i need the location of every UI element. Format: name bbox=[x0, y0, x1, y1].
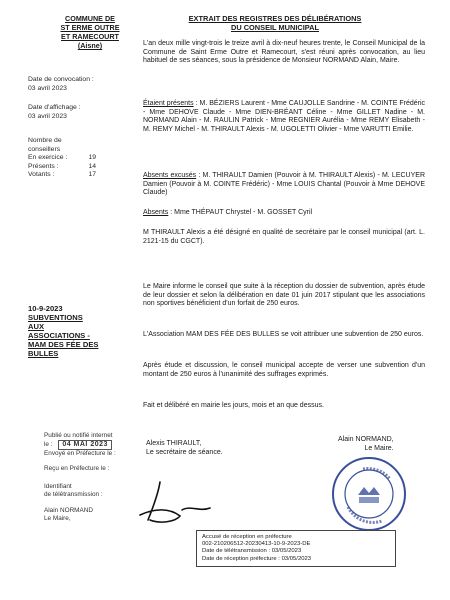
receipt-line-4: Date de réception préfecture : 03/05/2023 bbox=[202, 555, 312, 562]
count-value: 17 bbox=[88, 171, 96, 179]
presents-text: : M. BÉZIERS Laurent - Mme CAUJOLLE Sandrine - M. COINTE Frédéric - Mme DEHOVE Claude - Mme DIEN-BRÉANT Céline - Mme GILLET Nadine - M. NORMAND Alain - M. RAULIN Patrick - Mme REGNIER Aurélia - Mme REMY Elisabeth - M. REMY Michel - M. THIRAULT Alexis - M. UGOLETTI Olivier - Mme VARUTTI Emilie. bbox=[143, 100, 426, 133]
subject-line-1: SUBVENTIONS bbox=[28, 313, 83, 322]
body-paragraph-2: L'Association MAM DES FÉE DES BULLES se voit attribuer une subvention de 250 euros. bbox=[143, 331, 424, 338]
count-value: 14 bbox=[88, 162, 96, 170]
commune-line-3: ET RAMECOURT bbox=[61, 32, 119, 41]
subject-line-5: BULLES bbox=[28, 349, 59, 358]
commune-department: (Aisne) bbox=[77, 41, 103, 50]
deliberation-number: 10-9-2023 bbox=[28, 304, 63, 313]
count-label: Votants : bbox=[28, 171, 55, 179]
receipt-line-3: Date de télétransmission : 03/05/2023 bbox=[202, 548, 302, 555]
affichage-date: 03 avril 2023 bbox=[28, 112, 67, 120]
title-line-1: EXTRAIT DES REGISTRES DES DÉLIBÉRATIONS bbox=[188, 14, 362, 23]
publication-stamp-date: 04 MAI 2023 bbox=[58, 440, 112, 450]
mairie-seal bbox=[330, 455, 408, 533]
publication-line-3: Envoyé en Préfecture le : bbox=[44, 450, 116, 458]
prefecture-receipt-box bbox=[196, 530, 396, 567]
convocation-date: 03 avril 2023 bbox=[28, 84, 67, 92]
count-row-votants bbox=[28, 171, 96, 180]
document-title bbox=[150, 14, 400, 32]
maire-role: Le Maire. bbox=[364, 444, 394, 452]
body-paragraph-1: Le Maire informe le conseil que suite à la réception du dossier de subvention, après étude de leur dossier et selon la délibération en date 01 juin 2017 stipulant que les associations non sportives bénéficient d'un forfait de 250 euros. bbox=[143, 283, 425, 307]
publication-line-2 bbox=[44, 440, 154, 450]
count-label: Présents : bbox=[28, 162, 59, 170]
presents-paragraph bbox=[143, 100, 425, 134]
subject-line-3: ASSOCIATIONS - bbox=[28, 331, 90, 340]
title-line-2: DU CONSEIL MUNICIPAL bbox=[230, 23, 319, 32]
nombre-label: Nombre de bbox=[28, 137, 62, 144]
excuses-text: : M. THIRAULT Damien (Pouvoir à M. THIRAULT Alexis) - M. LECUYER Damien (Pouvoir à M. COINTE Frédéric) - Mme LOUIS Chantal (Pouvoir à Mme DEHOVE Claude) bbox=[143, 172, 425, 196]
commune-header bbox=[35, 14, 145, 50]
maire-footer-role: Le Maire, bbox=[44, 515, 71, 523]
affichage-label: Date d'affichage : bbox=[28, 104, 81, 111]
maire-footer-name: Alain NORMAND bbox=[44, 507, 94, 514]
subject-line-2: AUX bbox=[28, 322, 45, 331]
excuses-label: Absents excusés bbox=[143, 172, 197, 179]
convocation-block bbox=[28, 76, 94, 93]
publication-block bbox=[44, 432, 154, 459]
conseillers-label: conseillers bbox=[28, 145, 61, 153]
excuses-paragraph bbox=[143, 172, 425, 198]
presents-label: Étaient présents bbox=[143, 100, 194, 107]
secretaire-name: Alexis THIRAULT, bbox=[146, 440, 202, 447]
commune-line-2: ST ERME OUTRE bbox=[60, 23, 120, 32]
identifiant-label: Identifiant bbox=[44, 483, 72, 490]
secretaire-role: Le secrétaire de séance. bbox=[146, 448, 223, 456]
convocation-label: Date de convocation : bbox=[28, 76, 94, 83]
publication-le-label: le : bbox=[44, 441, 53, 449]
receipt-line-1: Accusé de réception en préfecture bbox=[202, 534, 292, 540]
intro-paragraph: L'an deux mille vingt-trois le treize avril à dix-neuf heures trente, le Conseil Municipal de la Commune de Saint Erme Outre et Ramecourt, s'est réuni après convocation, au lieu habituel de ses séances, sous la présidence de Monsieur NORMAND Alain, Maire. bbox=[143, 40, 425, 65]
conseillers-block bbox=[28, 137, 96, 180]
receipt-line-2: 002-210206512-20230413-10-9-2023-DE bbox=[202, 541, 311, 548]
absents-paragraph bbox=[143, 209, 425, 218]
absents-text: : Mme THÉPAUT Chrystel - M. GOSSET Cyril bbox=[168, 209, 313, 216]
maire-signature-block bbox=[338, 436, 394, 453]
secretaire-paragraph: M THIRAULT Alexis a été désigné en qualité de secrétaire par le conseil municipal (art. L. 2121-15 du CGCT). bbox=[143, 229, 425, 245]
subject-line-4: MAM DES FÉE DES bbox=[28, 340, 99, 349]
teletransmission-label: de télétransmission : bbox=[44, 491, 103, 499]
commune-line-1: COMMUNE DE bbox=[65, 14, 115, 23]
prefecture-received: Reçu en Préfecture le : bbox=[44, 465, 110, 472]
maire-name: Alain NORMAND, bbox=[338, 436, 394, 443]
body-paragraph-4: Fait et délibéré en mairie les jours, mois et an que dessus. bbox=[143, 402, 324, 409]
deliberation-reference bbox=[28, 304, 128, 358]
count-row-presents bbox=[28, 163, 96, 172]
affichage-block bbox=[28, 104, 81, 121]
publication-line-1: Publié ou notifié internet bbox=[44, 432, 113, 439]
handwritten-signature bbox=[120, 470, 220, 530]
count-row-exercice bbox=[28, 154, 96, 163]
secretaire-signature-block bbox=[146, 440, 223, 457]
absents-label: Absents bbox=[143, 209, 169, 216]
body-paragraph-3: Après étude et discussion, le conseil municipal accepte de verser une subvention d'un montant de 250 euros à l'unanimité des suffrages exprimés. bbox=[143, 362, 425, 378]
count-value: 19 bbox=[88, 154, 96, 162]
count-label: En exercice : bbox=[28, 154, 68, 162]
